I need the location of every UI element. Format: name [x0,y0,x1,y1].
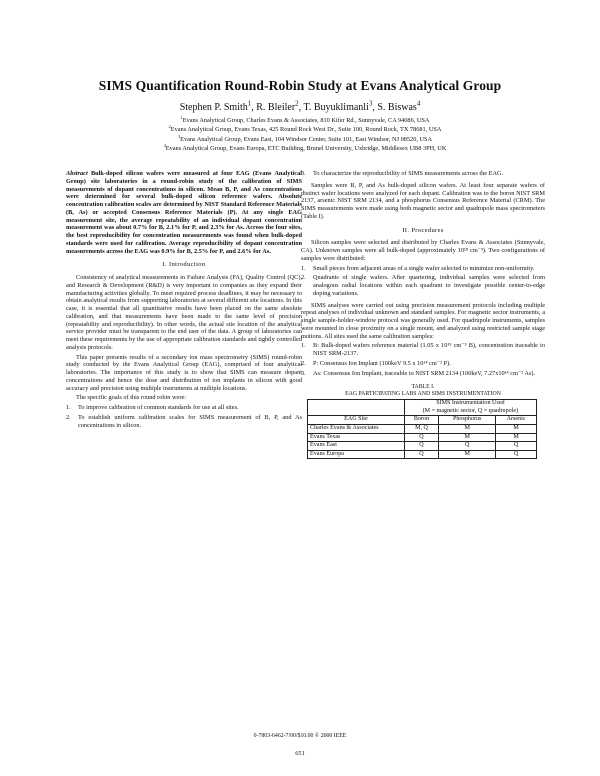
author: T. Buyuklimanli [303,102,369,113]
affiliation: $^4$Evans Analytical Group, Evans Europa, ETC Building, Brunel University, Uxbridge, Middlesex UB8 3PH, UK [163,142,447,152]
table-caption: TABLE I. EAG PARTICIPATING LABS AND SIMS INSTRUMENTATION [345,384,501,398]
intro-paragraph: Consistency of analytical measurements in Failure Analysis (FA), Quality Control (QC), and Research & Development (R&D) is very important to companies as they expand their manufacturing activities globally. To meet required process deadlines, it may be necessary to obtain analytical results from supporting laboratories at several different site locations. In this case, it is essential that all quantitative results have been placed on the same absolute calibration, and that measurements have been made to the same level of precision (repeatability and reproducibility). In other words, the actual site location of the analytical service provider must be transparent to the end user of the data. A group of laboratories can meet these requirements by the use of appropriate calibration standards and tightly controlled analysis protocols. [66,274,302,351]
page-number: 651 [295,750,305,757]
table-row: Charles Evans & Associates M, Q M M [308,425,537,434]
list-item: 2. To establish uniform calibration scales for SIMS measurement of B, P, and As concentrations in silicon. [66,413,302,429]
intro-paragraph: The specific goals of this round robin were: [76,394,186,402]
table-row: Evans East Q Q Q [308,442,537,451]
standards-list [301,342,545,377]
procedures-paragraph: SIMS analyses were carried out using precision measurement protocols including multiple repeat analyses of individual unknown and standard samples. For magnetic sector instruments, a single sample-holder-window protocol was generally used. For quadrupole instruments, samples were mounted in close proximity on a single mount, and analyzed using restricted sample stage motions. All sites used the same calibration samples: [301,301,545,340]
left-column [66,170,302,433]
affiliation: $^1$Evans Analytical Group, Charles Evans & Associates, 810 Kifer Rd., Sunnyvale, CA 94086, USA [180,114,430,124]
goals-list-continued [301,170,545,178]
intro-paragraph: Samples were B, P, and As bulk-doped silicon wafers. At least four separate wafers of distinct wafer locations were analyzed for each dopant. Calibration was to the boron NIST SRM 2137, arsenic NIST SRM 2134, and a phosphorus Consensus Reference Material (CRM). The SIMS measurements were made using both magnetic sector and quadrupole mass spectrometers (Table I). [301,181,545,220]
column-header: Boron [404,416,438,425]
affiliation: $^2$Evans Analytical Group, Evans Texas, 425 Round Rock West Dr., Suite 100, Round Rock, TX 78681, USA [168,124,442,134]
list-item: 1. To improve calibration of common standards for use at all sites. [66,404,239,411]
goals-list [66,404,302,429]
author: R. Bleiler [256,102,296,113]
configurations-list [301,265,545,298]
affiliations [70,116,540,153]
table-corner [308,400,405,416]
table-row: Evans Texas Q M M [308,433,537,442]
list-item: 2. P: Consensus Ion Implant (100keV 9.5 x 10¹⁴ cm⁻² P). [301,359,451,367]
right-column [301,170,545,459]
author: S. Biswas [377,102,417,113]
table-group-header: SIMS Instrumentation Used (M = magnetic sector, Q = quadrupole) [404,400,536,416]
list-item: 3. As: Consensus Ion Implant, traceable to NIST SRM 2134 (100keV, 7.27x10¹⁴ cm⁻² As). [301,369,536,377]
abstract: Abstract Bulk-doped silicon wafers were measured at four EAG (Evans Analytical Group) site laboratories in a round-robin study of the calibration of SIMS measurements of dopant concentrations in silicon. Mean B, P, and As concentrations were determined for several bulk-doped silicon reference wafers. Absolute concentration calibration scales are determined by NIST Standard Reference Materials (B, As) or accepted Consensus Reference Materials (P). At any single EAG measurement site, the average repeatability of an individual dopant concentration measurement was about 0.7% for B, 2.1% for P, and 2.3% for As. Across the four sites, the best reproducibility for concentration measurements was found when bulk-doped standards were used for calibration. Average reproducibility of dopant concentration measurements across the EAG was 0.9% for B, 2.5% for P, and 2.6% for As. [66,170,302,255]
list-item: 1. B: Bulk-doped wafers reference material (1.05 x 10¹⁹ cm⁻³ B), concentration traceable to NIST SRM-2137. [301,342,545,357]
column-header: Phosphorus [439,416,496,425]
author: Stephen P. Smith [179,102,248,113]
list-item: 3. To characterize the reproducibility of SIMS measurements across the EAG. [301,170,504,177]
section-heading-introduction: I. Introduction [162,261,206,269]
author-list: Stephen P. Smith$^1$, R. Bleiler$^2$, T. Buyuklimanli$^3$, S. Biswas$^4$ [179,99,421,113]
isbn-line: 0-7803-6462-7/00/$10.00 © 2000 IEEE [253,733,347,739]
paper-title: SIMS Quantification Round-Robin Study at Evans Analytical Group [98,78,502,93]
table-row: Evans Europa Q M Q [308,450,537,459]
affiliation: $^3$Evans Analytical Group, Evans East, 104 Windsor Center, Suite 101, East Windsor, NJ 08520, USA [177,133,433,143]
list-item: 1. Small pieces from adjacent areas of a single wafer selected to minimize non-uniformity. [301,264,535,272]
procedures-paragraph: Silicon samples were selected and distributed by Charles Evans & Associates (Sunnyvale, CA). Unknown samples were all bulk-doped (approximately 10¹⁸ cm⁻³). Two configurations of samples were distributed: [301,239,545,262]
list-item: 2. Quadrants of single wafers. After quartering, individual samples were selected from analogous radial locations within each quadrant to investigate possible center-to-edge doping variations. [301,274,545,297]
column-header: EAG Site [308,416,405,425]
intro-paragraph: This paper presents results of a secondary ion mass spectrometry (SIMS) round-robin study conducted by the Evans Analytical Group (EAG), comprised of four analytical laboratories. The importance of this study is to show that SIMS can measure dopant concentrations and hence the dose and distribution of ion implants in silicon with good accuracy and precision using multiple instruments at multiple locations. [66,353,302,392]
column-header: Arsenic [496,416,537,425]
section-heading-procedures: II. Procedures [402,226,444,234]
instrumentation-table [307,399,537,459]
